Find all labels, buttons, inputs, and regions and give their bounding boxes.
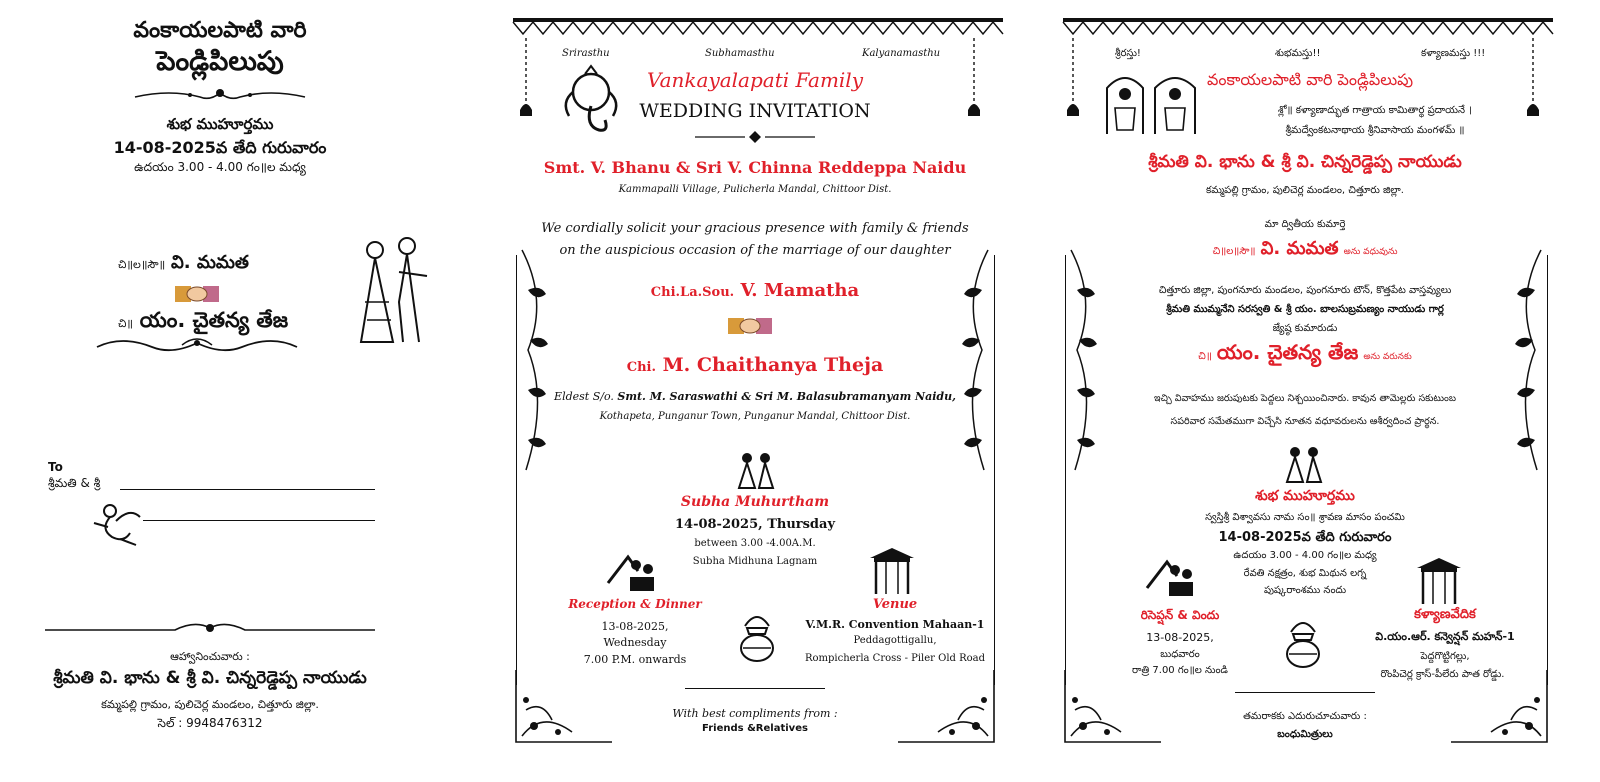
left-groom-prefix: చి॥: [118, 317, 134, 330]
telugu-blessing-1: శ్రీరస్తు!: [1115, 48, 1141, 59]
telugu-star-line2: పుష్కరాంశము నందు: [1263, 585, 1347, 596]
english-bride-name: V. Mamatha: [740, 280, 860, 301]
english-heading: WEDDING INVITATION: [639, 100, 871, 122]
left-bride-prefix: చి॥ల॥సౌ॥: [118, 258, 166, 271]
english-groom-parents: Smt. M. Saraswathi & Sri M. Balasubramanyam Naidu,: [617, 390, 956, 403]
english-card: [510, 0, 1020, 782]
telugu-date: 14-08-2025వ తేది గురువారం: [1218, 530, 1392, 545]
english-muhurtham-title: Subha Muhurtham: [680, 494, 830, 510]
inviter-address: కమ్మపల్లి గ్రామం, పులిచెర్ల మండలం, చిత్తూరు జిల్లా.: [101, 698, 319, 711]
hands-icon: [175, 283, 219, 305]
english-reception-day: Wednesday: [603, 636, 667, 649]
english-reception-date: 13-08-2025,: [601, 620, 669, 633]
mandapam-icon: [1417, 558, 1461, 604]
left-border: [516, 255, 517, 685]
telugu-welcome-from: బంధుమిత్రులు: [1277, 729, 1333, 740]
english-compliments-from: Friends &Relatives: [702, 723, 808, 734]
telugu-groom-prefix: చి॥: [1198, 351, 1212, 362]
couple-ceremony-icon: [1283, 444, 1327, 484]
hanging-bells-icon: [518, 38, 534, 128]
top-border-pattern: [1063, 18, 1553, 38]
english-groom-name: M. Chaithanya Theja: [662, 354, 884, 376]
kalash-icon: [737, 608, 777, 664]
telugu-groom-family-line1: చిత్తూరు జిల్లా, పుంగనూరు మండలం, పుంగనూరు టౌన్, కొత్తపేట వాస్తవ్యులు: [1158, 285, 1452, 296]
telugu-venue-title: కళ్యాణవేదిక: [1414, 607, 1476, 622]
telugu-parents: శ్రీమతి వి. భాను & శ్రీ వి. చిన్నరెడ్డెప్ప నాయుడు: [1148, 152, 1462, 172]
telugu-shloka-line2: శ్రీమద్వేంకటనాథాయ శ్రీనివాసాయ మంగళమ్ ॥: [1285, 125, 1465, 136]
english-parents: Smt. V. Bhanu & Sri V. Chinna Reddeppa Naidu: [543, 158, 967, 177]
to-label: To: [48, 460, 63, 474]
flourish-icon: [92, 333, 302, 359]
right-border: [994, 255, 995, 685]
english-groom-address: Kothapeta, Punganur Town, Punganur Mandal, Chittoor Dist.: [599, 411, 911, 422]
telugu-venue-line1: వి.యం.ఆర్. కన్వెన్షన్ మహన్-1: [1375, 630, 1515, 643]
telugu-reception-day: బుధవారం: [1160, 649, 1200, 660]
left-title-line1: వంకాయలపాటి వారి: [133, 18, 307, 43]
telugu-reception-time: రాత్రి 7.00 గం॥ల నుండి: [1132, 665, 1228, 676]
telugu-daughter-line: మా ద్వితీయ కుమార్తె: [1264, 219, 1346, 230]
left-time: ఉదయం 3.00 - 4.00 గం॥ల మధ్య: [134, 160, 306, 174]
english-parents-address: Kammapalli Village, Pulicherla Mandal, Chittoor Dist.: [618, 184, 892, 195]
telugu-groom-family-line3: జ్యేష్ఠ కుమారుడు: [1272, 323, 1338, 334]
telugu-star-line: రేవతి నక్షత్రం, శుభ మిథున లగ్న: [1243, 568, 1367, 579]
telugu-calendar-line: స్వస్తిశ్రీ విశ్వావసు నామ సం॥ శ్రావణ మాసం పంచమి: [1205, 512, 1405, 523]
telugu-time: ఉదయం 3.00 - 4.00 గం॥ల మధ్య: [1233, 550, 1377, 561]
english-reception-time: 7.00 P.M. onwards: [583, 653, 687, 666]
telugu-welcome-label: తమరాకకు ఎదురుచూచువారు :: [1243, 711, 1367, 722]
hanging-bells-icon: [1065, 38, 1081, 128]
english-family: Vankayalapati Family: [646, 68, 863, 92]
cupid-icon: [90, 497, 146, 547]
english-muhurtham-lagnam: Subha Midhuna Lagnam: [692, 556, 818, 567]
top-border-pattern: [513, 18, 1003, 38]
couple-ceremony-icon: [735, 450, 779, 490]
inviter-label: ఆహ్వానించువారు :: [170, 650, 250, 663]
telugu-groom-suffix: అను వరునకు: [1363, 352, 1412, 362]
inviter-cell: సెల్ : 9948476312: [157, 716, 263, 730]
welcome-divider: [1235, 692, 1375, 693]
hands-icon: [728, 315, 772, 337]
english-bride-prefix: Chi.La.Sou.: [650, 285, 735, 300]
deities-icon: [1103, 68, 1203, 134]
divider-ornament: [695, 130, 815, 144]
english-groom-prefix: Chi.: [626, 360, 656, 375]
left-card: [0, 0, 470, 782]
compliments-divider: [685, 688, 825, 689]
telugu-groom-line: [1055, 340, 1555, 369]
telugu-muhurtham-title: శుభ ముహూర్తము: [1255, 488, 1355, 504]
addressee-line-1: [120, 489, 375, 490]
english-venue-line2: Peddagottigallu,: [853, 635, 937, 646]
english-invite-line2: on the auspicious occasion of the marriage of our daughter: [559, 243, 951, 258]
left-bride-line: [118, 252, 249, 277]
telugu-groom-family-line2: శ్రీమతి ముమ్మనేని సరస్వతి & శ్రీ యం. బాలసుబ్రమణ్యం నాయుడు గార్ల: [1166, 304, 1444, 315]
blessing-3: Kalyanamasthu: [862, 48, 941, 59]
blessing-1: Srirasthu: [562, 48, 610, 59]
english-reception-title: Reception & Dinner: [568, 597, 702, 611]
english-venue-line1: V.M.R. Convention Mahaan-1: [805, 618, 985, 631]
flourish-icon: [130, 85, 310, 107]
mandapam-icon: [870, 548, 914, 594]
couple-dinner-icon: [608, 553, 658, 593]
addressee-prefix: శ్రీమతి & శ్రీ: [48, 476, 101, 490]
inviter-names: శ్రీమతి వి. భాను & శ్రీ వి. చిన్నరెడ్డెప్ప నాయుడు: [53, 668, 367, 688]
english-muhurtham-date: 14-08-2025, Thursday: [674, 517, 836, 532]
english-compliments: With best compliments from :: [672, 707, 838, 720]
english-groom-lead: Eldest S/o.: [554, 390, 614, 403]
telugu-bride-prefix: చి॥ల॥సౌ॥: [1212, 246, 1256, 257]
flourish-icon: [45, 618, 375, 638]
telugu-parents-address: కమ్మపల్లి గ్రామం, పులిచెర్ల మండలం, చిత్తూరు జిల్లా.: [1206, 185, 1404, 196]
english-venue-line3: Rompicherla Cross - Piler Old Road: [804, 653, 986, 664]
telugu-heading: వంకాయలపాటి వారి పెండ్లిపిలుపు: [1207, 70, 1414, 89]
telugu-reception-title: రిసెప్షన్ & విందు: [1140, 608, 1220, 622]
telugu-bride-line: [1055, 238, 1555, 263]
telugu-reception-date: 13-08-2025,: [1146, 631, 1214, 644]
english-groom-line: [510, 354, 1000, 376]
telugu-blessing-3: కళ్యాణమస్తు !!!: [1421, 48, 1486, 59]
couple-dinner-icon: [1147, 558, 1197, 598]
hanging-bells-icon: [966, 38, 982, 128]
ganesha-icon: [555, 66, 625, 138]
telugu-card: [1055, 0, 1600, 782]
english-groom-parents-line: [510, 390, 1000, 403]
english-muhurtham-time: between 3.00 -4.00A.M.: [694, 538, 816, 549]
english-bride-line: [510, 280, 1000, 301]
left-title-line2: పెండ్లిపిలుపు: [156, 46, 284, 77]
telugu-bride-name: వి. మమత: [1260, 238, 1339, 259]
blessing-2: Subhamasthu: [705, 48, 775, 59]
telugu-invite-line1: ఇచ్చి వివాహము జరుపుటకు పెద్దలు నిశ్చయించినారు. కావున తామెల్లరు సకుటుంబ: [1154, 393, 1456, 404]
telugu-groom-name: యం. చైతన్య తేజ: [1216, 340, 1359, 364]
addressee-line-2: [143, 520, 375, 521]
left-groom-name: యం. చైతన్య తేజ: [139, 308, 289, 332]
english-invite-line1: We cordially solicit your gracious presence with family & friends: [541, 221, 969, 236]
telugu-venue-line3: రొంపిచెర్ల క్రాస్-పీలేరు పాత రోడ్డు.: [1380, 669, 1505, 680]
right-border: [1547, 255, 1548, 685]
kalash-icon: [1283, 614, 1323, 670]
left-bride-name: వి. మమత: [170, 252, 249, 273]
left-border: [1065, 255, 1066, 685]
telugu-bride-suffix: అను వధువును: [1343, 247, 1398, 257]
telugu-blessing-2: శుభమస్తు!!: [1275, 48, 1321, 59]
bride-groom-icon: [345, 232, 437, 350]
left-muhurtham-label: శుభ ముహూర్తము: [166, 115, 274, 133]
telugu-venue-line2: పెద్దగొట్టిగల్లు,: [1420, 651, 1470, 662]
english-venue-title: Venue: [872, 597, 918, 612]
left-date: 14-08-2025వ తేది గురువారం: [113, 138, 327, 157]
telugu-shloka-line1: శ్లో॥ కళ్యాణాద్భుత గాత్రాయ కామితార్థ ప్రదాయనే ।: [1278, 105, 1472, 116]
telugu-invite-line2: సపరివార సమేతముగా విచ్చేసి నూతన వధూవరులను ఆశీర్వదించ ప్రార్థన.: [1170, 416, 1440, 427]
